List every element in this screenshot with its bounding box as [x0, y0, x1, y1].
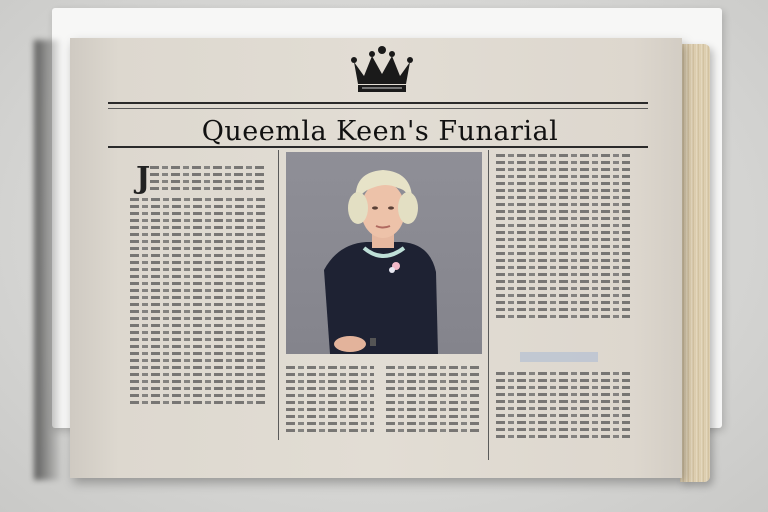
column-divider-left: [278, 150, 279, 440]
bottom-column-two: [386, 366, 482, 436]
drop-cap: J: [136, 161, 151, 196]
masthead-rule-top: [108, 102, 648, 104]
left-column-intro: [150, 166, 266, 194]
left-column-body: [130, 198, 266, 408]
right-column-body: [496, 154, 630, 322]
page-edges: [680, 44, 710, 482]
bottom-column-one: [286, 366, 374, 436]
queen-portrait-photo: [286, 152, 482, 354]
headline: Queemla Keen's Funarial: [201, 116, 559, 147]
right-column-lower: [496, 372, 630, 442]
highlighted-text: [520, 352, 598, 362]
masthead-rule-top-thin: [108, 108, 648, 109]
binding-shadow: [34, 40, 60, 480]
crown-icon: [350, 44, 414, 94]
column-divider-right: [488, 150, 489, 460]
